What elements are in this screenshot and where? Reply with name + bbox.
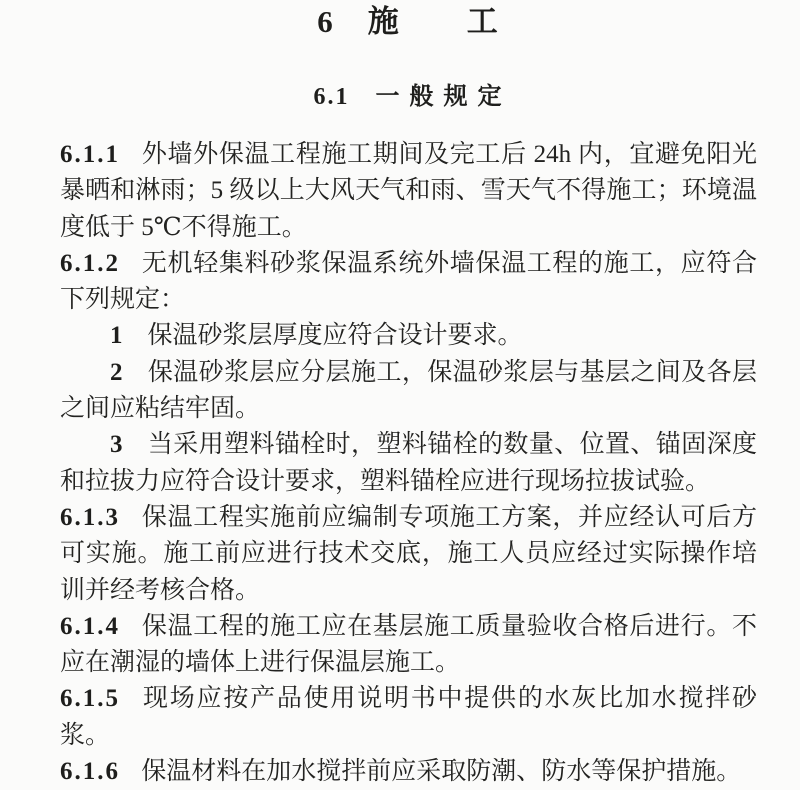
item-text: 保温砂浆层厚度应符合设计要求。 <box>147 322 523 350</box>
clause-text: 保温工程的施工应在基层施工质量验收合格后进行。不应在潮湿的墙体上进行保温层施工。 <box>60 612 757 677</box>
clause-6-1-3 <box>60 500 757 609</box>
clause-6-1-6 <box>60 754 757 790</box>
clause-number: 6.1.1 <box>60 141 120 168</box>
clause-text: 保温材料在加水搅拌前应采取防潮、防水等保护措施。 <box>141 758 742 786</box>
item-text: 保温砂浆层应分层施工，保温砂浆层与基层之间及各层之间应粘结牢固。 <box>60 358 757 423</box>
clause-6-1-2 <box>60 246 757 319</box>
clause-text: 保温工程实施前应编制专项施工方案，并应经认可后方可实施。施工前应进行技术交底，施工人员应经过实际操作培训并经考核合格。 <box>60 503 757 604</box>
chapter-title: 6 施 工 <box>317 4 500 39</box>
item-number: 1 <box>110 322 123 350</box>
clause-number: 6.1.3 <box>60 503 120 531</box>
item-number: 2 <box>110 358 123 386</box>
clause-text: 外墙外保温工程施工期间及完工后 24h 内，宜避免阳光暴晒和淋雨；5 级以上大风天气和雨、雪天气不得施工；环境温度低于 5℃不得施工。 <box>60 141 757 241</box>
clause-6-1-5 <box>60 681 757 754</box>
item-number: 3 <box>110 431 123 459</box>
clause-6-1-4 <box>60 609 757 682</box>
clause-number: 6.1.4 <box>60 612 120 640</box>
clause-number: 6.1.2 <box>60 249 120 277</box>
clause-6-1-1 <box>60 137 757 246</box>
clause-number: 6.1.5 <box>60 685 120 713</box>
document-body <box>60 137 757 790</box>
clause-6-1-2-item-3 <box>60 427 757 500</box>
item-text: 当采用塑料锚栓时，塑料锚栓的数量、位置、锚固深度和拉拔力应符合设计要求，塑料锚栓应进行现场拉拔试验。 <box>60 431 757 495</box>
section-title: 6.1 一 般 规 定 <box>313 84 504 110</box>
clause-text: 现场应按产品使用说明书中提供的水灰比加水搅拌砂浆。 <box>60 685 757 749</box>
clause-number: 6.1.6 <box>60 758 120 786</box>
clause-text: 无机轻集料砂浆保温系统外墙保温工程的施工，应符合下列规定： <box>60 249 757 314</box>
clause-6-1-2-item-1 <box>60 318 757 354</box>
clause-6-1-2-item-2 <box>60 355 757 428</box>
